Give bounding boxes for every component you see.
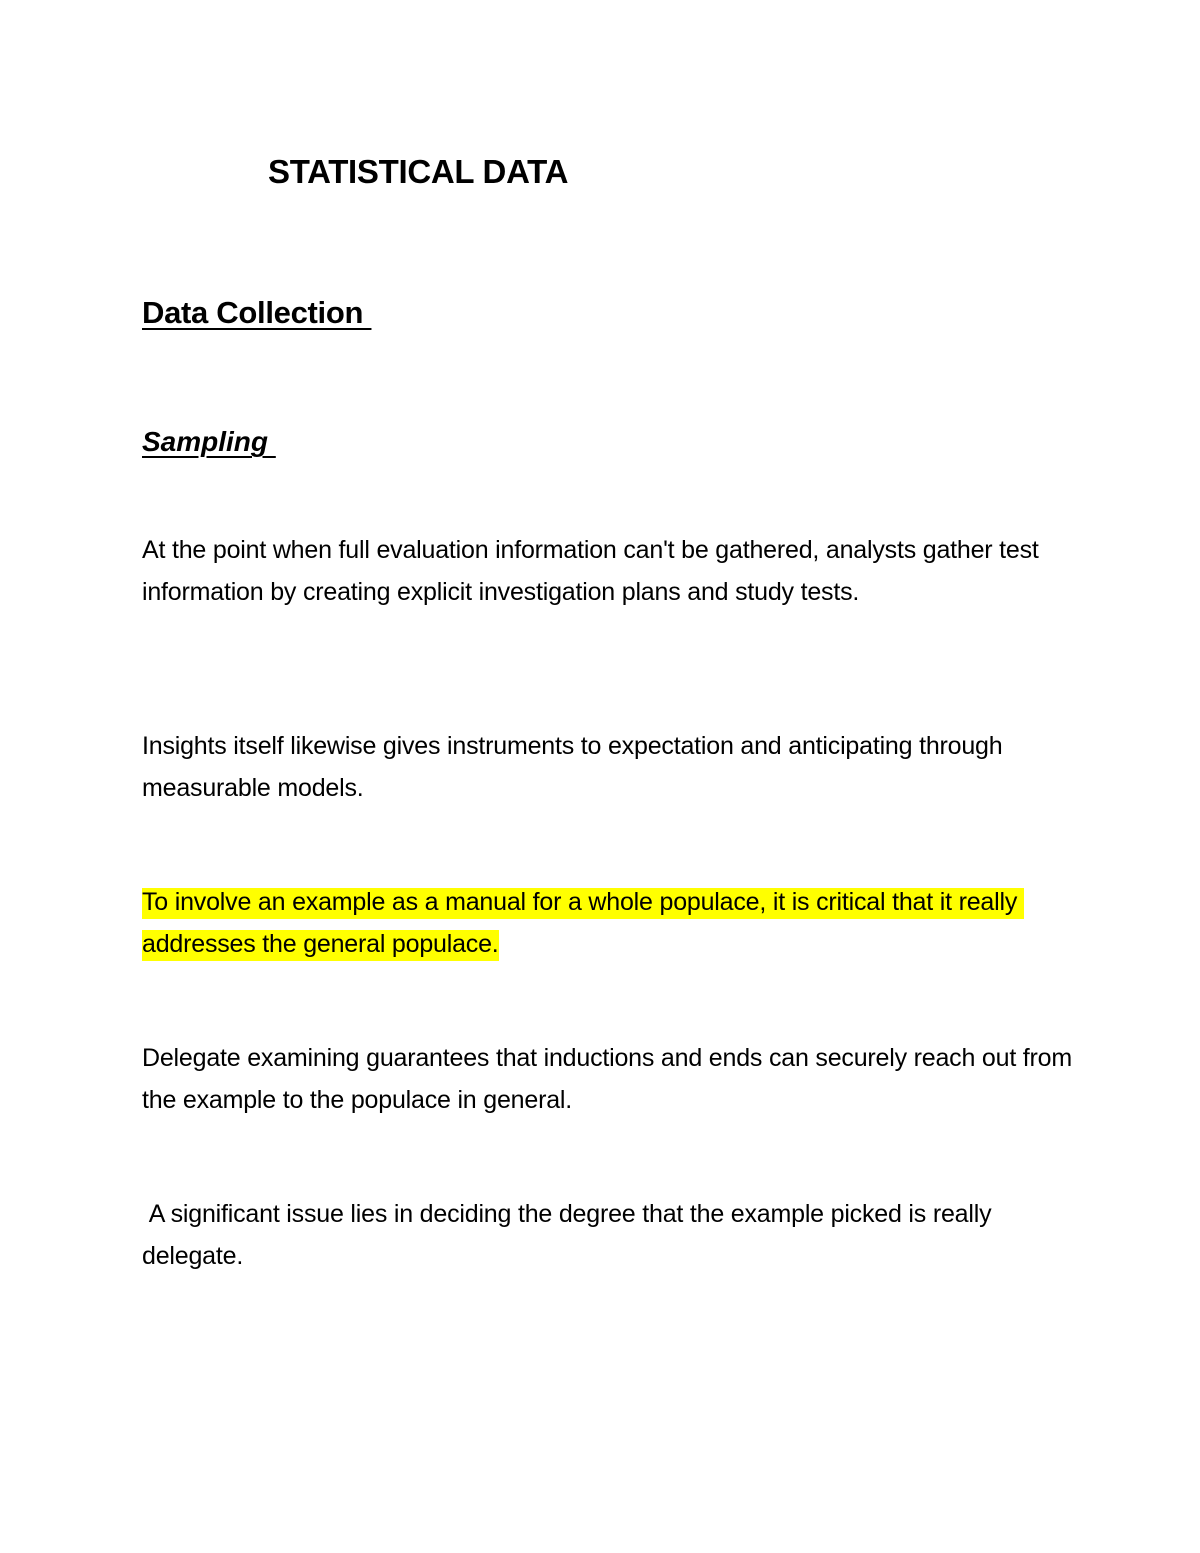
paragraph-significant-issue bbox=[142, 1194, 1082, 1277]
paragraph-delegate-examining: Delegate examining guarantees that inductions and ends can securely reach out from the example to the populace in general. bbox=[142, 1044, 1073, 1114]
paragraph-insights-models: Insights itself likewise gives instruments to expectation and anticipating through measurable models. bbox=[142, 732, 1003, 802]
paragraph-significant-issue-text: A significant issue lies in deciding the degree that the example picked is really delegate. bbox=[142, 1200, 999, 1270]
subsection-heading-sampling: Sampling bbox=[142, 426, 276, 457]
paragraph-full-evaluation: At the point when full evaluation information can't be gathered, analysts gather test information by creating explicit investigation plans and study tests. bbox=[142, 536, 1039, 606]
section-heading-data-collection: Data Collection bbox=[142, 295, 372, 330]
document-title: STATISTICAL DATA bbox=[268, 153, 569, 190]
paragraph-highlighted-populace bbox=[142, 882, 1082, 965]
highlighted-text: To involve an example as a manual for a whole populace, it is critical that it really addresses the general populace. bbox=[142, 888, 1024, 961]
